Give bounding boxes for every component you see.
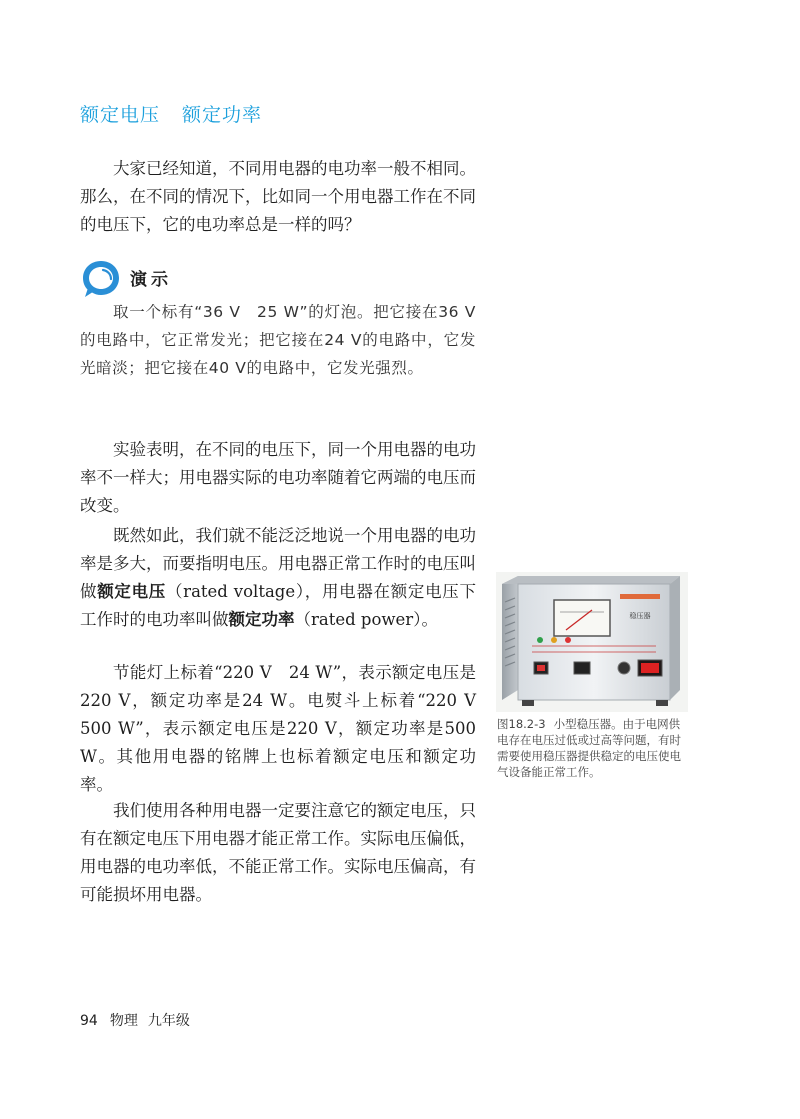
demo-speech-bubble-icon (80, 258, 122, 300)
voltage-stabilizer-photo (496, 572, 688, 712)
page-number: 94 (80, 1013, 98, 1029)
rated-text-1: 既然如此，我们就不能泛泛地说一个用电器的电功率是多大，而要指明电压。用电器正常工作时的电压叫做 (80, 526, 476, 601)
page-footer (80, 1010, 200, 1030)
figure-caption (497, 716, 689, 780)
footer-subject: 物理 (109, 1013, 138, 1029)
rated-text-3: （rated power）。 (294, 610, 438, 629)
demo-label: 演示 (130, 270, 172, 290)
demo-paragraph: 取一个标有“36 V 25 W”的灯泡。把它接在36 V的电路中，它正常发光；把它接在24 V的电路中，它发光暗淡；把它接在40 V的电路中，它发光强烈。 (80, 303, 476, 377)
figure-caption-text: 小型稳压器。由于电网供电存在电压过低或过高等问题，有时需要使用稳压器提供稳定的电压使电气设备能正常工作。 (497, 717, 681, 779)
intro-paragraph: 大家已经知道，不同用电器的电功率一般不相同。那么，在不同的情况下，比如同一个用电器工作在不同的电压下，它的电功率总是一样的吗？ (80, 159, 476, 234)
demo-header (80, 258, 280, 302)
term-rated-power: 额定功率 (228, 610, 295, 629)
caution-paragraph: 我们使用各种用电器一定要注意它的额定电压，只有在额定电压下用电器才能正常工作。实际电压偏低，用电器的电功率低，不能正常工作。实际电压偏高，有可能损坏用电器。 (80, 801, 476, 904)
rated-definition-paragraph (80, 522, 476, 634)
rated-text-2: （rated voltage），用电器在额定电压下工作时的电功率叫做 (80, 582, 477, 629)
heading-rated-voltage: 额定电压 (80, 104, 161, 126)
figure-number: 图18.2-3 (497, 717, 546, 731)
result-paragraph: 实验表明，在不同的电压下，同一个用电器的电功率不一样大；用电器实际的电功率随着它两端的电压而改变。 (80, 440, 476, 515)
footer-grade: 九年级 (147, 1013, 190, 1029)
example-paragraph: 节能灯上标着“220 V 24 W”，表示额定电压是220 V，额定功率是24 W。电熨斗上标着“220 V 500 W”，表示额定电压是220 V，额定功率是500 W。其他用电器的铭牌上也标着额定电压和额定功率。 (80, 663, 493, 794)
section-heading (80, 100, 262, 127)
heading-rated-power: 额定功率 (182, 104, 263, 126)
device-label: 稳压器 (629, 612, 651, 620)
term-rated-voltage: 额定电压 (97, 582, 166, 601)
